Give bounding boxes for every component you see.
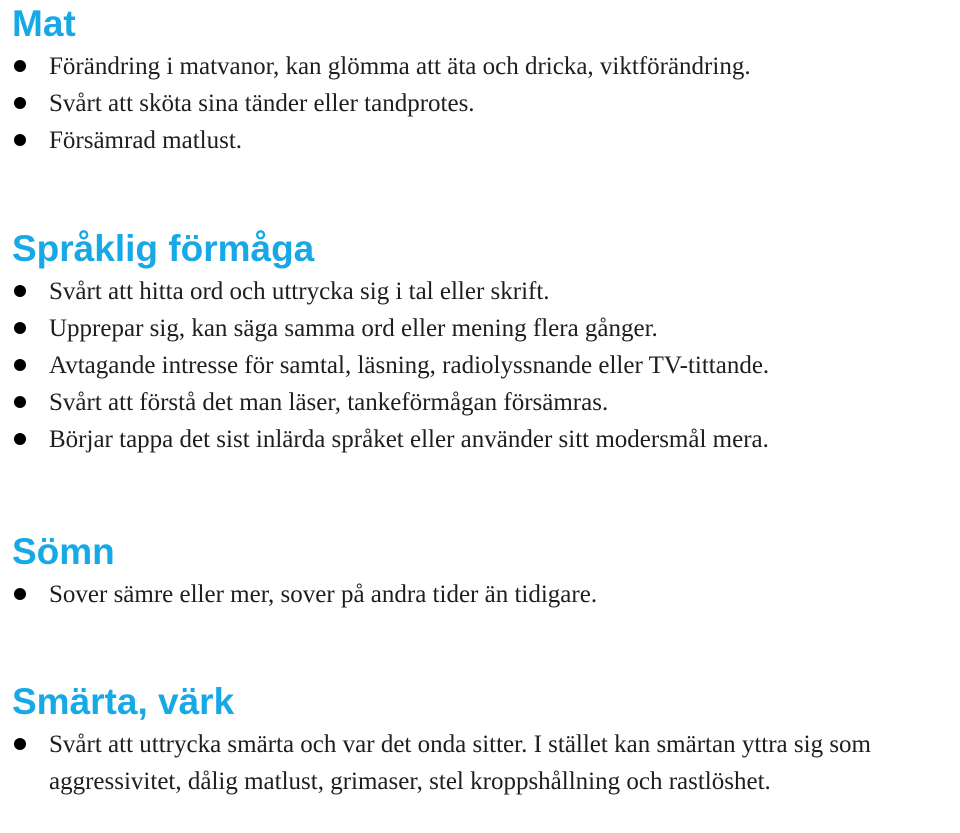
list-item-text: Svårt att sköta sina tänder eller tandprotes.	[49, 90, 475, 117]
list-item	[12, 576, 952, 613]
bullet-list-spraklig-formaga	[12, 273, 952, 458]
list-item-text: Förändring i matvanor, kan glömma att äta och dricka, viktförändring.	[49, 53, 751, 80]
section-spraklig-formaga	[12, 227, 952, 458]
list-item-text: Försämrad matlust.	[49, 127, 243, 154]
section-heading-spraklig-formaga: Språklig förmåga	[12, 228, 315, 269]
section-heading-smarta-vark: Smärta, värk	[12, 681, 235, 722]
list-item-text: Upprepar sig, kan säga samma ord eller mening flera gånger.	[49, 315, 658, 342]
bullet-list-somn	[12, 576, 952, 613]
section-mat	[12, 2, 952, 159]
bullet-icon	[14, 97, 26, 109]
list-item-text: Svårt att förstå det man läser, tankeförmågan försämras.	[49, 389, 609, 416]
bullet-list-smarta-vark	[12, 726, 952, 800]
list-item-text: Svårt att hitta ord och uttrycka sig i tal eller skrift.	[49, 278, 550, 305]
list-item	[12, 48, 952, 85]
list-item	[12, 421, 952, 458]
section-heading-somn: Sömn	[12, 531, 115, 572]
list-item	[12, 85, 952, 122]
list-item-text: Börjar tappa det sist inlärda språket eller använder sitt modersmål mera.	[49, 426, 769, 453]
bullet-icon	[14, 433, 26, 445]
list-item-text: Svårt att uttrycka smärta och var det onda sitter. I stället kan smärtan yttra sig som aggressivitet, dålig matlust, grimaser, stel kroppshållning och rastlöshet.	[49, 731, 871, 795]
section-somn	[12, 530, 952, 613]
list-item-text: Sover sämre eller mer, sover på andra tider än tidigare.	[49, 581, 598, 608]
bullet-icon	[14, 285, 26, 297]
bullet-icon	[14, 322, 26, 334]
bullet-icon	[14, 60, 26, 72]
list-item	[12, 310, 952, 347]
list-item	[12, 384, 952, 421]
bullet-icon	[14, 738, 26, 750]
list-item	[12, 122, 952, 159]
list-item	[12, 347, 952, 384]
bullet-icon	[14, 396, 26, 408]
section-heading-mat: Mat	[12, 3, 76, 44]
list-item-text: Avtagande intresse för samtal, läsning, radiolyssnande eller TV-tittande.	[49, 352, 770, 379]
list-item	[12, 273, 952, 310]
section-smarta-vark	[12, 680, 952, 800]
bullet-list-mat	[12, 48, 952, 159]
list-item	[12, 726, 929, 800]
bullet-icon	[14, 588, 26, 600]
bullet-icon	[14, 134, 26, 146]
bullet-icon	[14, 359, 26, 371]
